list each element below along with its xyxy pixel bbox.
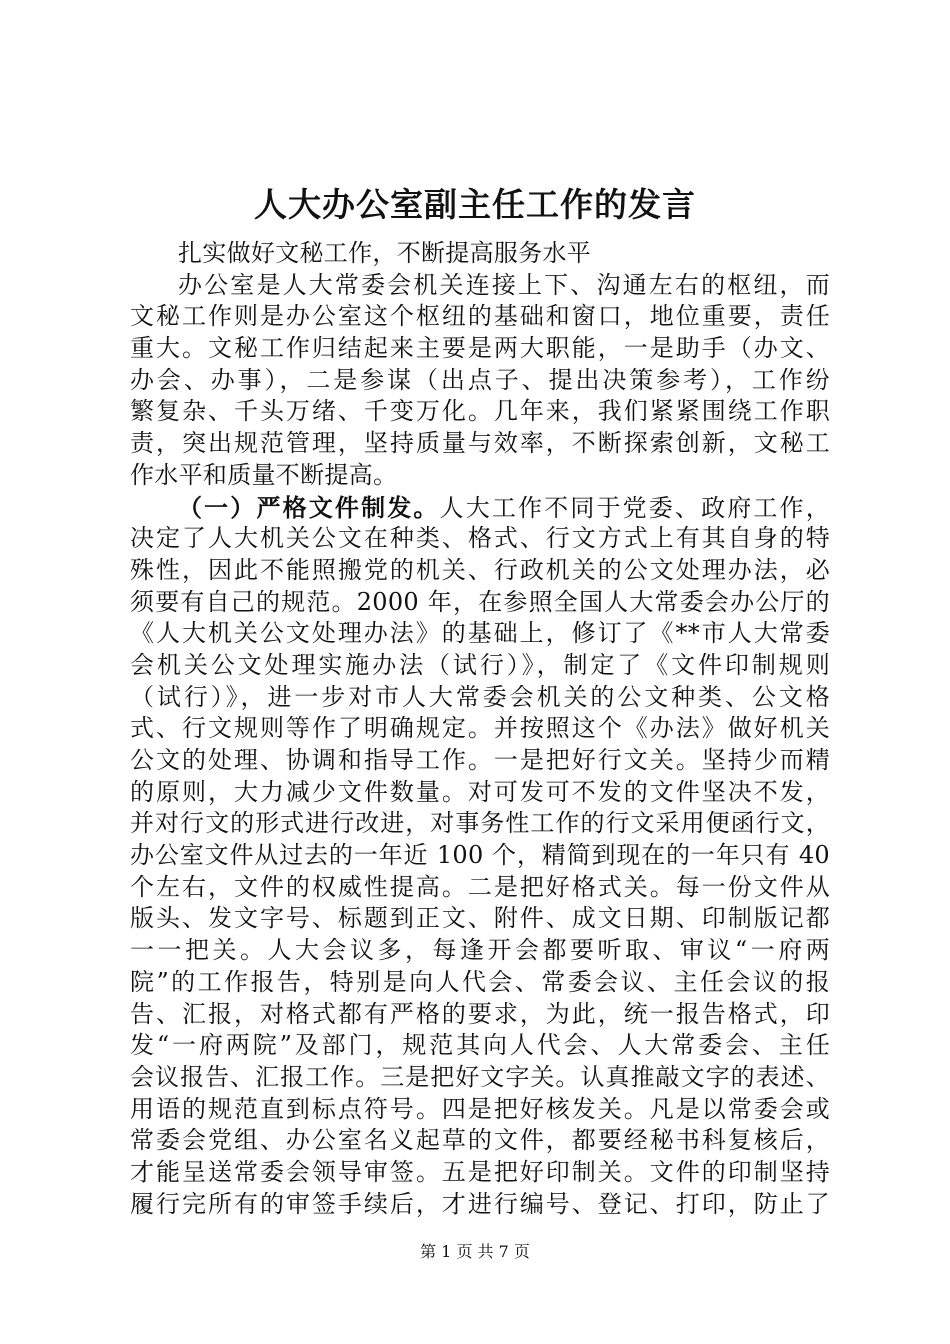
- text-line: 《人大机关公文处理办法》的基础上，修订了《**市人大常委: [130, 619, 830, 648]
- text-line: 个左右，文件的权威性提高。二是把好格式关。每一份文件从: [130, 872, 830, 901]
- page-number-footer: 第 1 页 共 7 页: [420, 1242, 530, 1261]
- text-line: 的原则，大力减少文件数量。对可发可不发的文件坚决不发，: [130, 777, 830, 806]
- text-line: 告、汇报，对格式都有严格的要求，为此，统一报告格式，印: [130, 999, 830, 1028]
- subtitle-line: 扎实做好文秘工作，不断提高服务水平: [178, 239, 592, 267]
- text-line: 会议报告、汇报工作。三是把好文字关。认真推敲文字的表述、: [130, 1062, 830, 1091]
- text-line: 殊性，因此不能照搬党的机关、行政机关的公文处理办法，必: [130, 555, 830, 584]
- text-line: 版头、发文字号、标题到正文、附件、成文日期、印制版记都: [130, 904, 830, 933]
- subtitle-paragraph: [130, 238, 830, 270]
- text-line: （试行）》，进一步对市人大常委会机关的公文种类、公文格: [130, 682, 830, 711]
- text-line: 并对行文的形式进行改进，对事务性工作的行文采用便函行文，: [130, 809, 830, 838]
- text-line: [130, 492, 830, 524]
- text-line: 办公室文件从过去的一年近 100 个，精简到现在的一年只有 40: [130, 841, 830, 870]
- section-one-paragraph: [130, 492, 830, 1221]
- text-line: 须要有自己的规范。2000 年，在参照全国人大常委会办公厅的: [130, 587, 830, 616]
- text-line: 常委会党组、办公室名义起草的文件，都要经秘书科复核后，: [130, 1126, 830, 1155]
- text-line: 办会、办事），二是参谋（出点子、提出决策参考），工作纷: [130, 365, 830, 394]
- text-line: 作水平和质量不断提高。: [130, 460, 398, 489]
- text-line: 发“一府两院”及部门，规范其向人代会、人大常委会、主任: [130, 1031, 830, 1060]
- section-lead-text: 人大工作不同于党委、政府工作，: [439, 493, 830, 522]
- text-line: 办公室是人大常委会机关连接上下、沟通左右的枢纽，而: [178, 270, 830, 299]
- document-title: 人大办公室副主任工作的发言: [254, 185, 696, 224]
- text-line: 会机关公文处理实施办法（试行）》，制定了《文件印制规则: [130, 650, 830, 679]
- text-line: 公文的处理、协调和指导工作。一是把好行文关。坚持少而精: [130, 746, 830, 774]
- document-body: [130, 238, 830, 1220]
- text-line: 用语的规范直到标点符号。四是把好核发关。凡是以常委会或: [130, 1094, 830, 1123]
- intro-paragraph: [130, 270, 830, 492]
- text-line: 责，突出规范管理，坚持质量与效率，不断探索创新，文秘工: [130, 429, 830, 458]
- text-line: 繁复杂、千头万绪、千变万化。几年来，我们紧紧围绕工作职: [130, 397, 830, 426]
- text-line: 才能呈送常委会领导审签。五是把好印制关。文件的印制坚持: [130, 1157, 830, 1186]
- text-line: 履行完所有的审签手续后，才进行编号、登记、打印，防止了: [130, 1189, 830, 1218]
- text-line: 式、行文规则等作了明确规定。并按照这个《办法》做好机关: [130, 714, 830, 743]
- text-line: 决定了人大机关公文在种类、格式、行文方式上有其自身的特: [130, 524, 830, 553]
- text-line: 文秘工作则是办公室这个枢纽的基础和窗口，地位重要，责任: [130, 302, 830, 331]
- text-line: 一一把关。人大会议多，每逢开会都要听取、审议“一府两: [130, 936, 830, 965]
- text-line: 重大。文秘工作归结起来主要是两大职能，一是助手（办文、: [130, 334, 830, 363]
- section-heading: （一）严格文件制发。: [178, 492, 440, 522]
- text-line: 院”的工作报告，特别是向人代会、常委会议、主任会议的报: [130, 967, 830, 996]
